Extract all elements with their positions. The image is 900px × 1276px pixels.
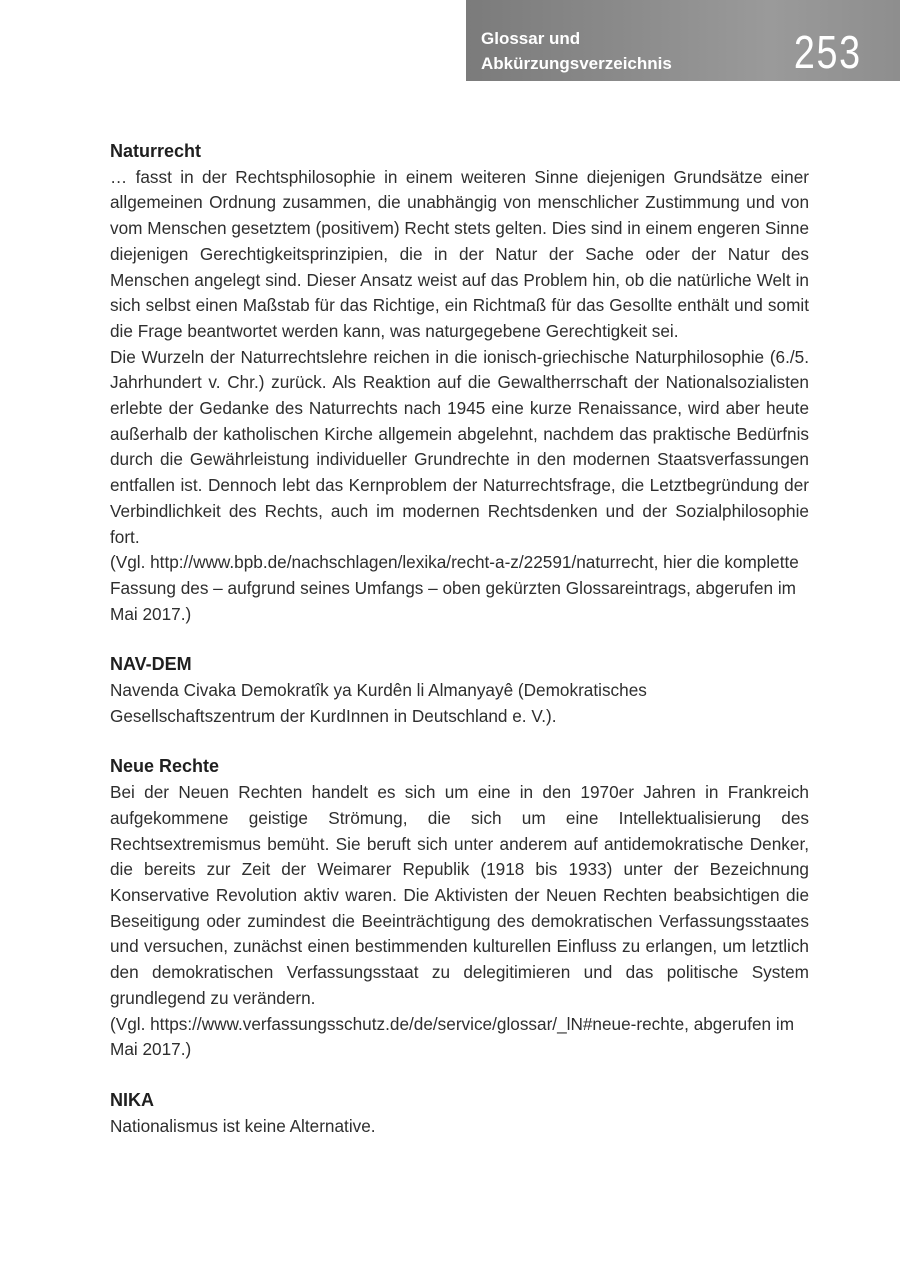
glossary-definition: Navenda Civaka Demokratîk ya Kurdên li Almanyayê (Demokratisches Gesellschaftszentrum der KurdInnen in Deutschland e. V.). [110, 680, 647, 726]
glossary-term: Naturrecht [110, 141, 202, 161]
chapter-title-line-2: Abkürzungsverzeichnis [481, 54, 672, 73]
page-number: 253 [794, 26, 862, 78]
glossary-entry-nika [110, 1088, 809, 1139]
glossary-entry-neue-rechte [110, 754, 809, 1062]
chapter-header [466, 0, 900, 81]
glossary-definition: Bei der Neuen Rechten handelt es sich um eine in den 1970er Jahren in Frankreich aufgekommene geistige Strömung, die sich um eine Intellektualisierung des Rechtsextremismus bemüht. Sie beruft sich unter anderem auf antidemokratische Denker, die bereits zur Zeit der Weimarer Republik (1918 bis 1933) unter der Bezeichnung Konservative Revolution aktiv waren. Die Aktivisten der Neuen Rechten beabsichtigen die Beseitigung oder zumindest die Beeinträchtigung des demokratischen Verfassungsstaates und versuchen, zunächst einen bestimmenden kulturellen Einfluss zu erlangen, um letztlich den demokratischen Verfassungsstaat zu delegitimieren und das politische System grundlegend zu verändern. [110, 782, 809, 1008]
glossary-source: (Vgl. http://www.bpb.de/nachschlagen/lexika/recht-a-z/22591/naturrecht, hier die komplette Fassung des – aufgrund seines Umfangs – oben gekürzten Glossareintrags, abgerufen im Mai 2017.) [110, 552, 799, 624]
glossary-source: (Vgl. https://www.verfassungsschutz.de/de/service/glossar/_lN#neue-rechte, abgerufen im Mai 2017.) [110, 1013, 795, 1060]
glossary-definition: … fasst in der Rechtsphilosophie in einem weiteren Sinne diejenigen Grundsätze einer allgemeinen Ordnung zusammen, die unabhängig von menschlicher Zustimmung und von vom Menschen gesetztem (positivem) Recht stets gelten. Dies sind in einem engeren Sinne diejenigen Gerechtigkeitsprinzipien, die in der Natur der Sache oder der Natur des Menschen angelegt sind. Dieser Ansatz weist auf das Problem hin, ob die natürliche Welt in sich selbst einen Maßstab für das Richtige, ein Richtmaß für das Gesollte enthält und somit die Frage beantwortet werden kann, was naturgegebene Gerechtigkeit sei. [110, 166, 809, 341]
glossary-entry-naturrecht [110, 139, 809, 627]
glossary-definition: Nationalismus ist keine Alternative. [110, 1115, 376, 1136]
chapter-title [481, 26, 781, 76]
glossary-term: Neue Rechte [110, 756, 220, 777]
glossary-entry-nav-dem [110, 652, 809, 729]
chapter-title-line-1: Glossar und [481, 29, 581, 48]
glossary-term: NIKA [110, 1089, 154, 1110]
glossary-definition: Die Wurzeln der Naturrechtslehre reichen in die ionisch-griechische Naturphilosophie (6./5. Jahrhundert v. Chr.) zurück. Als Reaktion auf die Gewaltherrschaft der Nationalsozialisten erlebte der Gedanke des Naturrechts nach 1945 eine kurze Renaissance, wird aber heute außerhalb der katholischen Kirche allgemein abgelehnt, nachdem das praktische Bedürfnis durch die Gewährleistung individueller Grundrechte in den modernen Staatsverfassungen entfallen ist. Dennoch lebt das Kernproblem der Naturrechtsfrage, die Letztbegründung der Verbindlichkeit des Rechts, auch im modernen Rechtsdenken und der Sozialphilosophie fort. [110, 346, 809, 547]
glossary-content [110, 139, 809, 1164]
glossary-term: NAV-DEM [110, 654, 192, 675]
